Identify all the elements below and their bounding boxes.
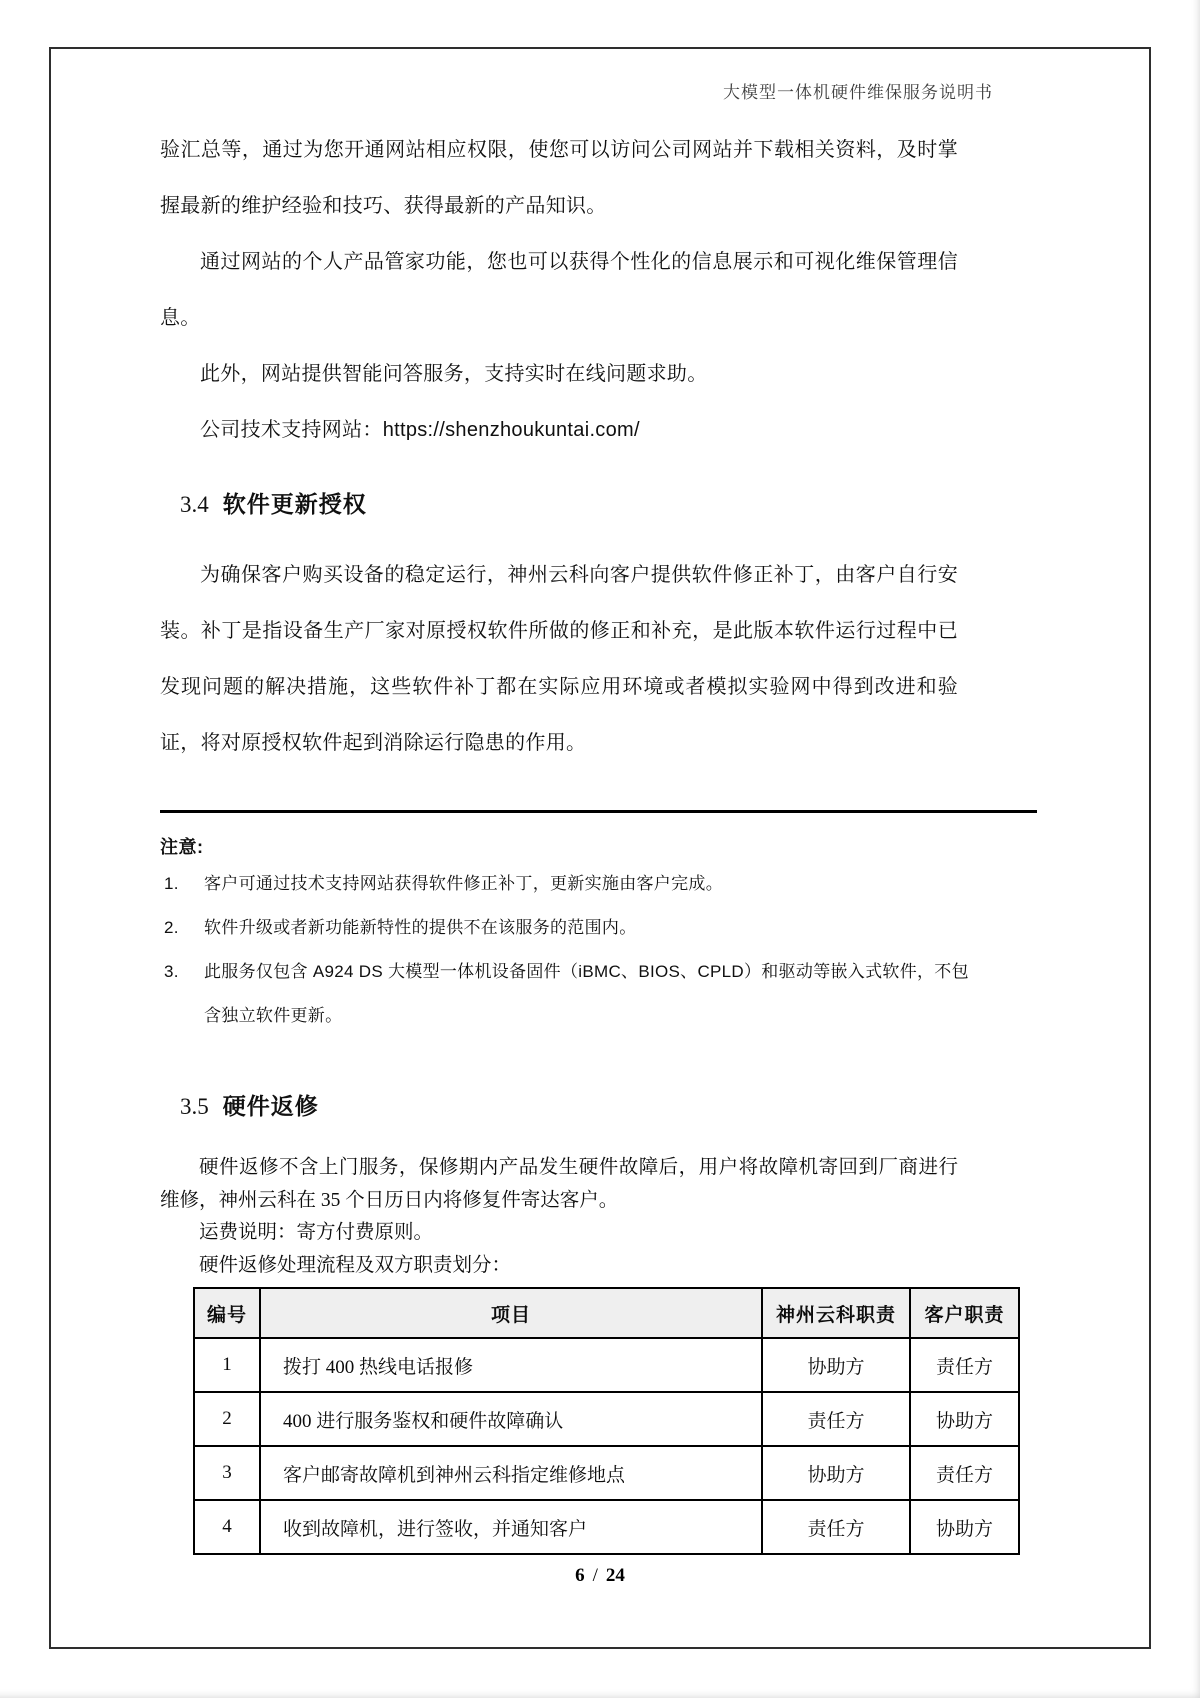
total-pages: 24 (605, 1565, 625, 1586)
table-cell: 收到故障机，进行签收，并通知客户 (260, 1500, 762, 1554)
column-header: 项目 (260, 1288, 762, 1338)
intro-paragraphs (160, 122, 958, 458)
section-number: 3.4 (180, 492, 209, 517)
table-row (194, 1500, 1019, 1554)
section-number: 3.5 (180, 1094, 209, 1119)
notice-list (164, 862, 984, 1038)
section-3-4-body (160, 547, 958, 771)
table-cell: 责任方 (910, 1446, 1019, 1500)
paragraph-continuation: 验汇总等，通过为您开通网站相应权限，使您可以访问公司网站并下载相关资料，及时掌握最新的维护经验和技巧、获得最新的产品知识。 (160, 139, 958, 217)
page-number (0, 1565, 1200, 1587)
section-heading-3-4 (180, 486, 367, 519)
responsibility-table (193, 1287, 1020, 1555)
list-text: 此服务仅包含 A924 DS 大模型一体机设备固件（iBMC、BIOS、CPLD）和驱动等嵌入式软件，不包含独立软件更新。 (204, 962, 969, 1025)
support-site-label: 公司技术支持网站： (200, 419, 383, 441)
column-header: 编号 (194, 1288, 260, 1338)
table-cell: 客户邮寄故障机到神州云科指定维修地点 (260, 1446, 762, 1500)
table-cell: 2 (194, 1392, 260, 1446)
table-cell: 4 (194, 1500, 260, 1554)
page-separator: / (592, 1565, 598, 1586)
section-title: 硬件返修 (222, 1093, 319, 1119)
table-cell: 责任方 (762, 1500, 910, 1554)
table-cell: 拨打 400 热线电话报修 (260, 1338, 762, 1392)
table-row (194, 1338, 1019, 1392)
section-title: 软件更新授权 (222, 491, 367, 517)
column-header: 客户职责 (910, 1288, 1019, 1338)
table-cell: 责任方 (762, 1392, 910, 1446)
table-cell: 责任方 (910, 1338, 1019, 1392)
notice-label: 注意: (160, 837, 204, 857)
list-number: 2. (164, 918, 179, 937)
paragraph: 为确保客户购买设备的稳定运行，神州云科向客户提供软件修正补丁，由客户自行安装。补丁是指设备生产厂家对原授权软件所做的修正和补充，是此版本软件运行过程中已发现问题的解决措施，这些软件补丁都在实际应用环境或者模拟实验网中得到改进和验证，将对原授权软件起到消除运行隐患的作用。 (160, 564, 958, 754)
list-item (164, 950, 984, 1038)
table-cell: 协助方 (910, 1392, 1019, 1446)
paragraph: 硬件返修不含上门服务，保修期内产品发生硬件故障后，用户将故障机寄回到厂商进行维修，神州云科在 35 个日历日内将修复件寄达客户。 (160, 1157, 958, 1211)
table-cell: 协助方 (762, 1338, 910, 1392)
notice-divider (160, 810, 1037, 813)
paragraph: 此外，网站提供智能问答服务，支持实时在线问题求助。 (200, 363, 708, 385)
paragraph-support-site (160, 402, 958, 458)
table-cell: 400 进行服务鉴权和硬件故障确认 (260, 1392, 762, 1446)
table-cell: 协助方 (762, 1446, 910, 1500)
current-page: 6 (575, 1565, 585, 1586)
support-website-link[interactable]: https://shenzhoukuntai.com/ (382, 419, 640, 441)
list-text: 客户可通过技术支持网站获得软件修正补丁，更新实施由客户完成。 (204, 874, 723, 893)
paragraph: 通过网站的个人产品管家功能，您也可以获得个性化的信息展示和可视化维保管理信息。 (160, 251, 958, 329)
list-number: 1. (164, 874, 179, 893)
section-3-5-body (160, 1152, 958, 1282)
column-header: 神州云科职责 (762, 1288, 910, 1338)
list-item (164, 862, 984, 906)
table-row (194, 1446, 1019, 1500)
list-number: 3. (164, 962, 179, 981)
section-heading-3-5 (180, 1088, 319, 1121)
table-header-row (194, 1288, 1019, 1338)
table-cell: 3 (194, 1446, 260, 1500)
list-item (164, 906, 984, 950)
table-row (194, 1392, 1019, 1446)
paragraph: 硬件返修处理流程及双方职责划分： (199, 1254, 512, 1276)
paragraph: 运费说明：寄方付费原则。 (199, 1222, 434, 1243)
running-header: 大模型一体机硬件维保服务说明书 (723, 83, 993, 102)
table-cell: 协助方 (910, 1500, 1019, 1554)
list-text: 软件升级或者新功能新特性的提供不在该服务的范围内。 (204, 918, 637, 937)
table-cell: 1 (194, 1338, 260, 1392)
